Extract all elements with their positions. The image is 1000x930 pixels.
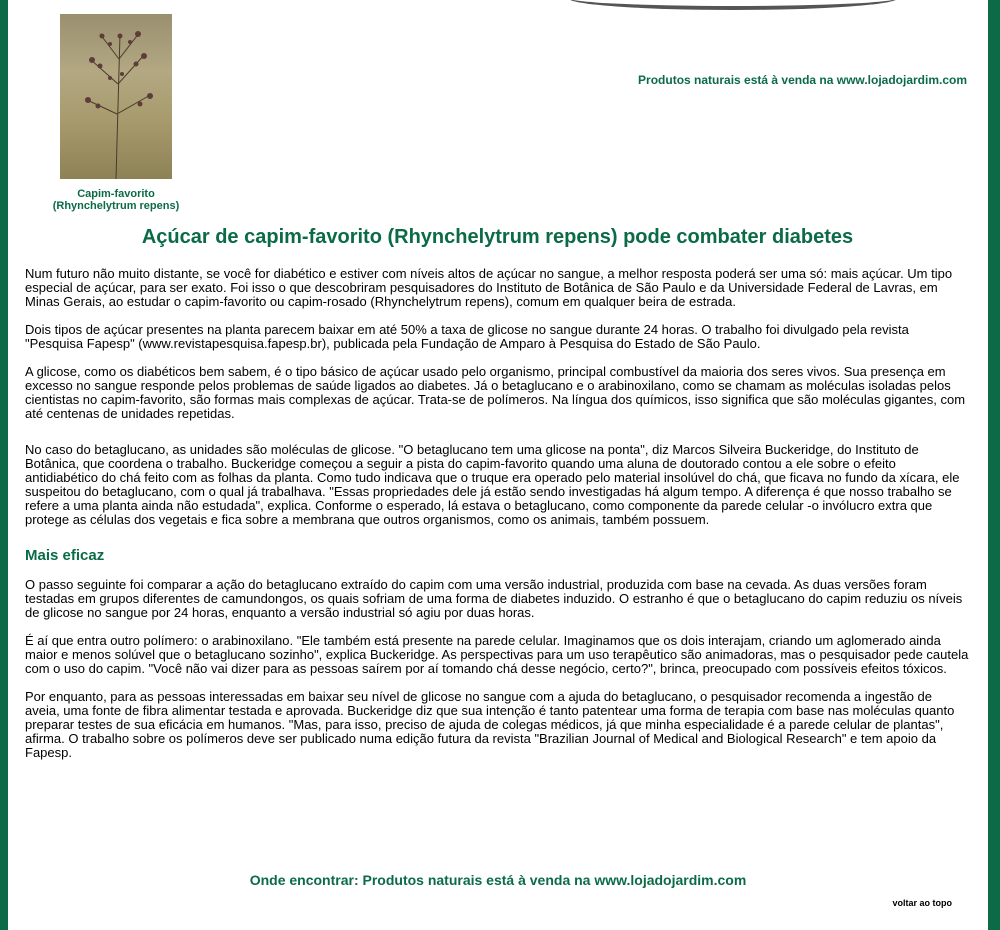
image-caption [36,188,196,212]
article-paragraph: O passo seguinte foi comparar a ação do betaglucano extraído do capim com uma versão industrial, produzida com base na cevada. As duas versões foram testadas em grupos diferentes de camundongos, os quais sofriam de uma forma de diabetes induzido. O estranho é que o betaglucano do capim reduziu os níveis de glicose no sangue por 24 horas, enquanto a versão industrial só agiu por duas horas. [25,577,963,620]
article [25,226,970,774]
header-promo-link[interactable]: Produtos naturais está à venda na www.lojadojardim.com [638,73,967,87]
article-subheading: Mais eficaz [25,547,105,564]
header-decoration [568,0,898,10]
plant-figure [36,14,196,212]
article-paragraph: Por enquanto, para as pessoas interessadas em baixar seu nível de glicose no sangue com a ajuda do betaglucano, o pesquisador recomenda a ingestão de aveia, uma fonte de fibra alimentar testada e aprovada. Buckeridge diz que sua intenção é tanto patentear uma forma de terapia com base nas moléculas quanto preparar testes de sua eficácia em humanos. "Mas, para isso, preciso de ajuda de colegas médicos, já que minha especialidade é a parede celular de plantas", afirma. O trabalho sobre os polímeros deve ser publicado numa edição futura da revista "Brazilian Journal of Medical and Biological Research" e tem apoio da Fapesp. [25,689,955,760]
article-paragraph: No caso do betaglucano, as unidades são moléculas de glicose. "O betaglucano tem uma glicose na ponta", diz Marcos Silveira Buckeridge, do Instituto de Botânica, que coordena o trabalho. Buckeridge começou a seguir a pista do capim-favorito quando uma aluna de doutorado contou a ele sobre o efeito antidiabético do chá feito com as folhas da planta. Como tudo indicava que o truque era operado pelo material insolúvel do chá, que ficava no fundo da xícara, ele suspeitou do betaglucano, com o qual já trabalhava. "Essas propriedades dele já estão sendo investigadas há algum tempo. A diferença é que nosso trabalho se refere a uma planta ainda não estudada", explica. Conforme o esperado, lá estava o betaglucano, como componente da parede celular -o invólucro extra que protege as células dos vegetais e fica sobre a membrana que outros organismos, como os animais, também possuem. [25,442,960,527]
plant-photo-icon [60,14,172,179]
footer-promo-link[interactable]: Onde encontrar: Produtos naturais está à venda na www.lojadojardim.com [249,872,747,888]
article-title: Açúcar de capim-favorito (Rhynchelytrum repens) pode combater diabetes [141,226,854,248]
back-to-top-link[interactable]: voltar ao topo [892,898,952,908]
image-caption-common-name: Capim-favorito [77,188,155,200]
page-container [8,0,988,930]
article-paragraph: A glicose, como os diabéticos bem sabem, é o tipo básico de açúcar usado pelo organismo, principal combustível da maioria dos seres vivos. Sua presença em excesso no sangue responde pelos problemas de saúde ligados ao diabetes. Já o betaglucano e o arabinoxilano, como se chamam as moléculas isoladas pelos cientistas no capim-favorito, são formas mais complexas de açúcar. Trata-se de polímeros. Na língua dos químicos, isso significa que são moléculas gigantes, com até centenas de unidades repetidas. [25,364,966,421]
article-paragraph: Num futuro não muito distante, se você for diabético e estiver com níveis altos de açúcar no sangue, a melhor resposta poderá ser uma só: mais açúcar. Um tipo especial de açúcar, para ser exato. Foi isso o que descobriram pesquisadores do Instituto de Botânica de São Paulo e da Universidade Federal de Lavras, em Minas Gerais, ao estudar o capim-favorito ou capim-rosado (Rhynchelytrum repens), comum em qualquer beira de estrada. [25,266,953,309]
image-caption-scientific-name: (Rhynchelytrum repens) [52,200,180,212]
plant-photo [60,14,172,179]
article-paragraph: Dois tipos de açúcar presentes na planta parecem baixar em até 50% a taxa de glicose no sangue durante 24 horas. O trabalho foi divulgado pela revista "Pesquisa Fapesp" (www.revistapesquisa.fapesp.br), publicada pela Fundação de Amparo à Pesquisa do Estado de São Paulo. [25,322,909,351]
article-paragraph: É aí que entra outro polímero: o arabinoxilano. "Ele também está presente na parede celular. Imaginamos que os dois interajam, criando um aglomerado ainda maior e menos solúvel que o betaglucano sozinho", explica Buckeridge. As perspectivas para um uso terapêutico são animadoras, mas o pesquisador pede cautela com o uso do capim. "Você não vai dizer para as pessoas saírem por aí tomando chá desse negócio, certo?", brinca, preocupado com possíveis efeitos tóxicos. [25,633,969,676]
